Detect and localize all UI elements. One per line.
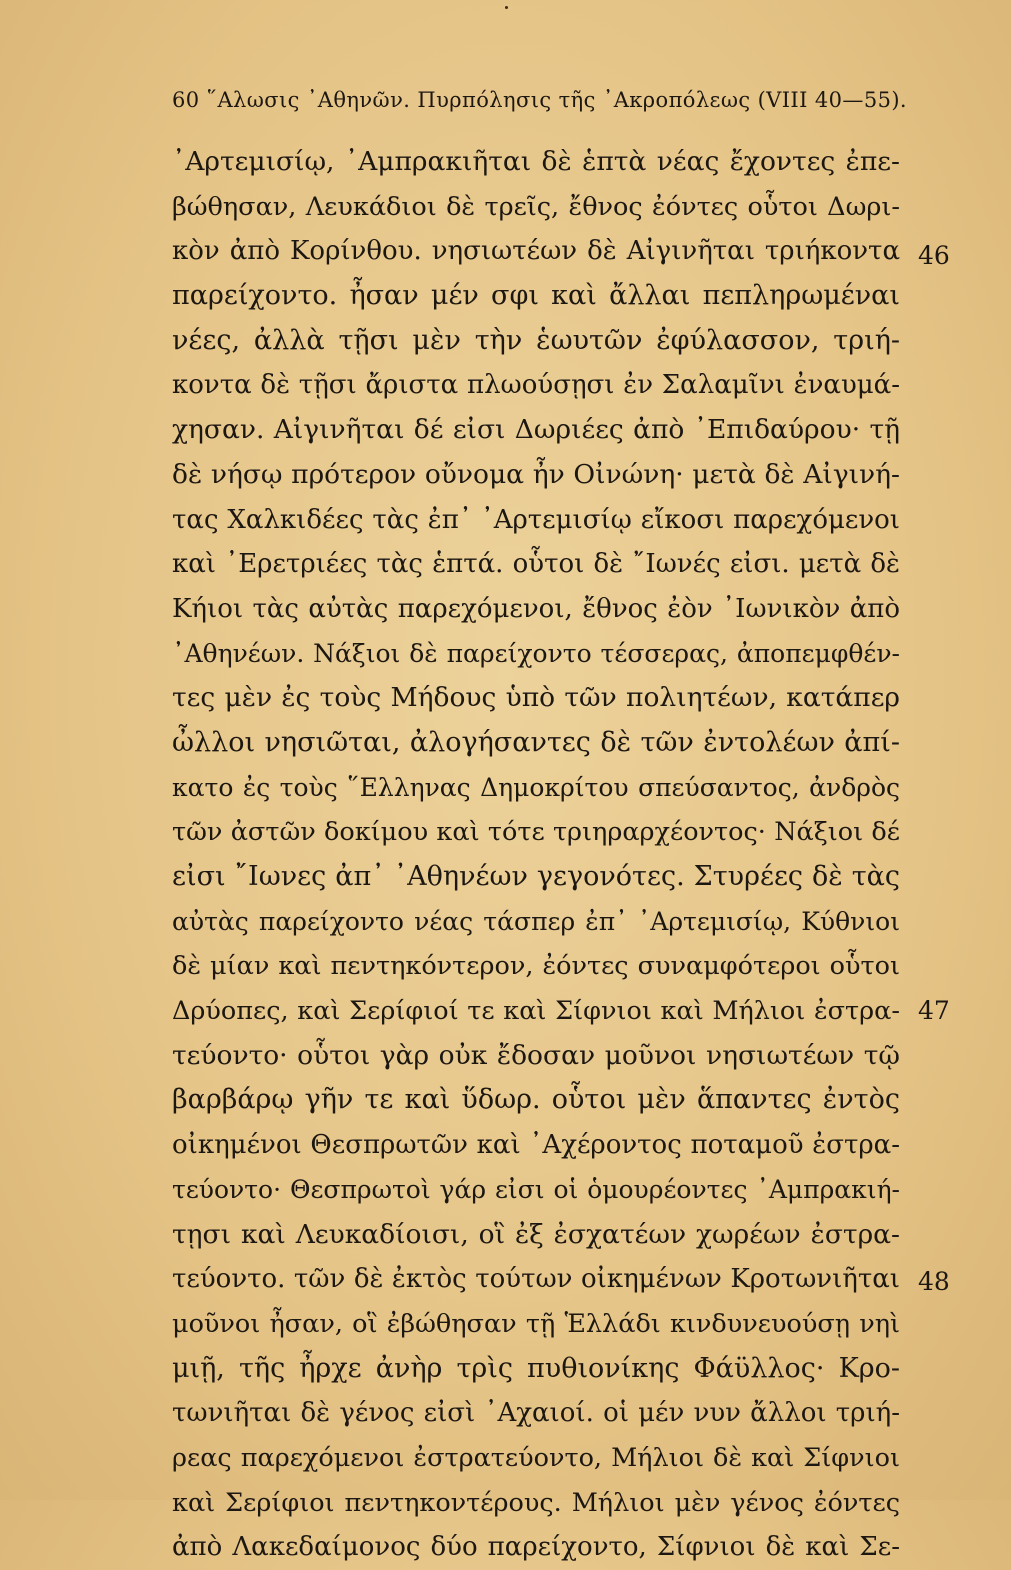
text-line: τες μὲν ἐς τοὺς Μήδους ὑπὸ τῶν πολιητέων, κατάπερ bbox=[172, 682, 900, 714]
body-text bbox=[172, 140, 912, 1570]
text-line: ρεας παρεχόμενοι ἐστρατεύοντο, Μήλιοι δὲ καὶ Σίφνιοι bbox=[172, 1442, 900, 1473]
text-line: τεύοντο· οὗτοι γὰρ οὐκ ἔδοσαν μοῦνοι νησιωτέων τῷ bbox=[172, 1039, 900, 1071]
text-line: τῶν ἀστῶν δοκίμου καὶ τότε τριηραρχέοντος· Νάξιοι δέ bbox=[172, 817, 900, 848]
text-line: τας Χαλκιδέες τὰς ἐπ᾿ ᾿Αρτεμισίῳ εἴκοσι παρεχόμενοι bbox=[172, 504, 900, 535]
text-line: καὶ Σερίφιοι πεντηκοντέρους. Μήλιοι μὲν γένος ἐόντες bbox=[172, 1487, 900, 1518]
ink-speck bbox=[505, 6, 508, 9]
text-line: ἀπὸ Λακεδαίμονος δύο παρείχοντο, Σίφνιοι δὲ καὶ Σε- bbox=[172, 1532, 900, 1563]
text-line: ὦλλοι νησιῶται, ἀλογήσαντες δὲ τῶν ἐντολέων ἀπί- bbox=[172, 726, 900, 758]
text-line: τωνιῆται δὲ γένος εἰσὶ ᾿Αχαιοί. οἱ μέν νυν ἄλλοι τριή- bbox=[172, 1398, 900, 1429]
text-line: Δρύοπες, καὶ Σερίφιοί τε καὶ Σίφνιοι καὶ Μήλιοι ἐστρα- bbox=[172, 996, 900, 1027]
section-number: 47 bbox=[918, 996, 950, 1025]
text-line: ᾿Αθηνέων. Νάξιοι δὲ παρείχοντο τέσσερας, ἀποπεμφθέν- bbox=[172, 638, 900, 668]
text-line: κὸν ἀπὸ Κορίνθου. νησιωτέων δὲ Αἰγινῆται τριήκοντα bbox=[172, 236, 900, 267]
text-line: δὲ μίαν καὶ πεντηκόντερον, ἐόντες συναμφότεροι οὗτοι bbox=[172, 951, 900, 982]
text-line: παρείχοντο. ἦσαν μέν σφι καὶ ἄλλαι πεπληρωμέναι bbox=[172, 280, 900, 312]
text-line: κατο ἐς τοὺς ῞Ελληνας Δημοκρίτου σπεύσαντος, ἀνδρὸς bbox=[172, 772, 900, 802]
text-line: βαρβάρῳ γῆν τε καὶ ὕδωρ. οὗτοι μὲν ἅπαντες ἐντὸς bbox=[172, 1084, 900, 1116]
text-line: τεύοντο· Θεσπρωτοὶ γάρ εἰσι οἱ ὁμουρέοντες ᾿Αμπρακιή- bbox=[172, 1174, 900, 1204]
text-line: τῃσι καὶ Λευκαδίοισι, οἳ ἐξ ἐσχατέων χωρέων ἐστρα- bbox=[172, 1218, 900, 1250]
text-line: κοντα δὲ τῇσι ἄριστα πλωούσῃσι ἐν Σαλαμῖνι ἐναυμά- bbox=[172, 370, 900, 401]
section-number: 48 bbox=[918, 1267, 950, 1296]
section-number: 46 bbox=[918, 241, 950, 270]
text-line: μιῇ, τῆς ἦρχε ἀνὴρ τρὶς πυθιονίκης Φάϋλλος· Κρο- bbox=[172, 1352, 900, 1384]
text-line: δὲ νήσῳ πρότερον οὔνομα ἦν Οἰνώνη· μετὰ δὲ Αἰγινή- bbox=[172, 458, 900, 490]
text-line: εἰσι ῎Ιωνες ἀπ᾿ ᾿Αθηνέων γεγονότες. Στυρέες δὲ τὰς bbox=[172, 861, 900, 892]
text-line: Κήιοι τὰς αὐτὰς παρεχόμενοι, ἔθνος ἐὸν ᾿Ιωνικὸν ἀπὸ bbox=[172, 593, 900, 624]
running-head: 60 ῞Αλωσις ᾿Αθηνῶν. Πυρπόλησις τῆς ᾿Ακροπόλεως (VIII 40—55). bbox=[172, 88, 908, 112]
text-line: χησαν. Αἰγινῆται δέ εἰσι Δωριέες ἀπὸ ᾿Επιδαύρου· τῇ bbox=[172, 414, 900, 446]
text-line: μοῦνοι ἦσαν, οἳ ἐβώθησαν τῇ Ἑλλάδι κινδυνευούσῃ νηὶ bbox=[172, 1308, 900, 1339]
text-line: ᾿Αρτεμισίῳ, ᾿Αμπρακιῆται δὲ ἑπτὰ νέας ἔχοντες ἐπε- bbox=[172, 146, 900, 177]
text-line: νέες, ἀλλὰ τῇσι μὲν τὴν ἑωυτῶν ἐφύλασσον, τριή- bbox=[172, 324, 900, 356]
text-line: αὐτὰς παρείχοντο νέας τάσπερ ἐπ᾿ ᾿Αρτεμισίῳ, Κύθνιοι bbox=[172, 906, 900, 936]
text-line: βώθησαν, Λευκάδιοι δὲ τρεῖς, ἔθνος ἐόντες οὗτοι Δωρι- bbox=[172, 191, 900, 222]
text-line: καὶ ᾿Ερετριέες τὰς ἑπτά. οὗτοι δὲ ῎Ιωνές εἰσι. μετὰ δὲ bbox=[172, 549, 900, 580]
text-line: οἰκημένοι Θεσπρωτῶν καὶ ᾿Αχέροντος ποταμοῦ ἐστρα- bbox=[172, 1130, 900, 1161]
text-line: τεύοντο. τῶν δὲ ἐκτὸς τούτων οἰκημένων Κροτωνιῆται bbox=[172, 1264, 900, 1295]
